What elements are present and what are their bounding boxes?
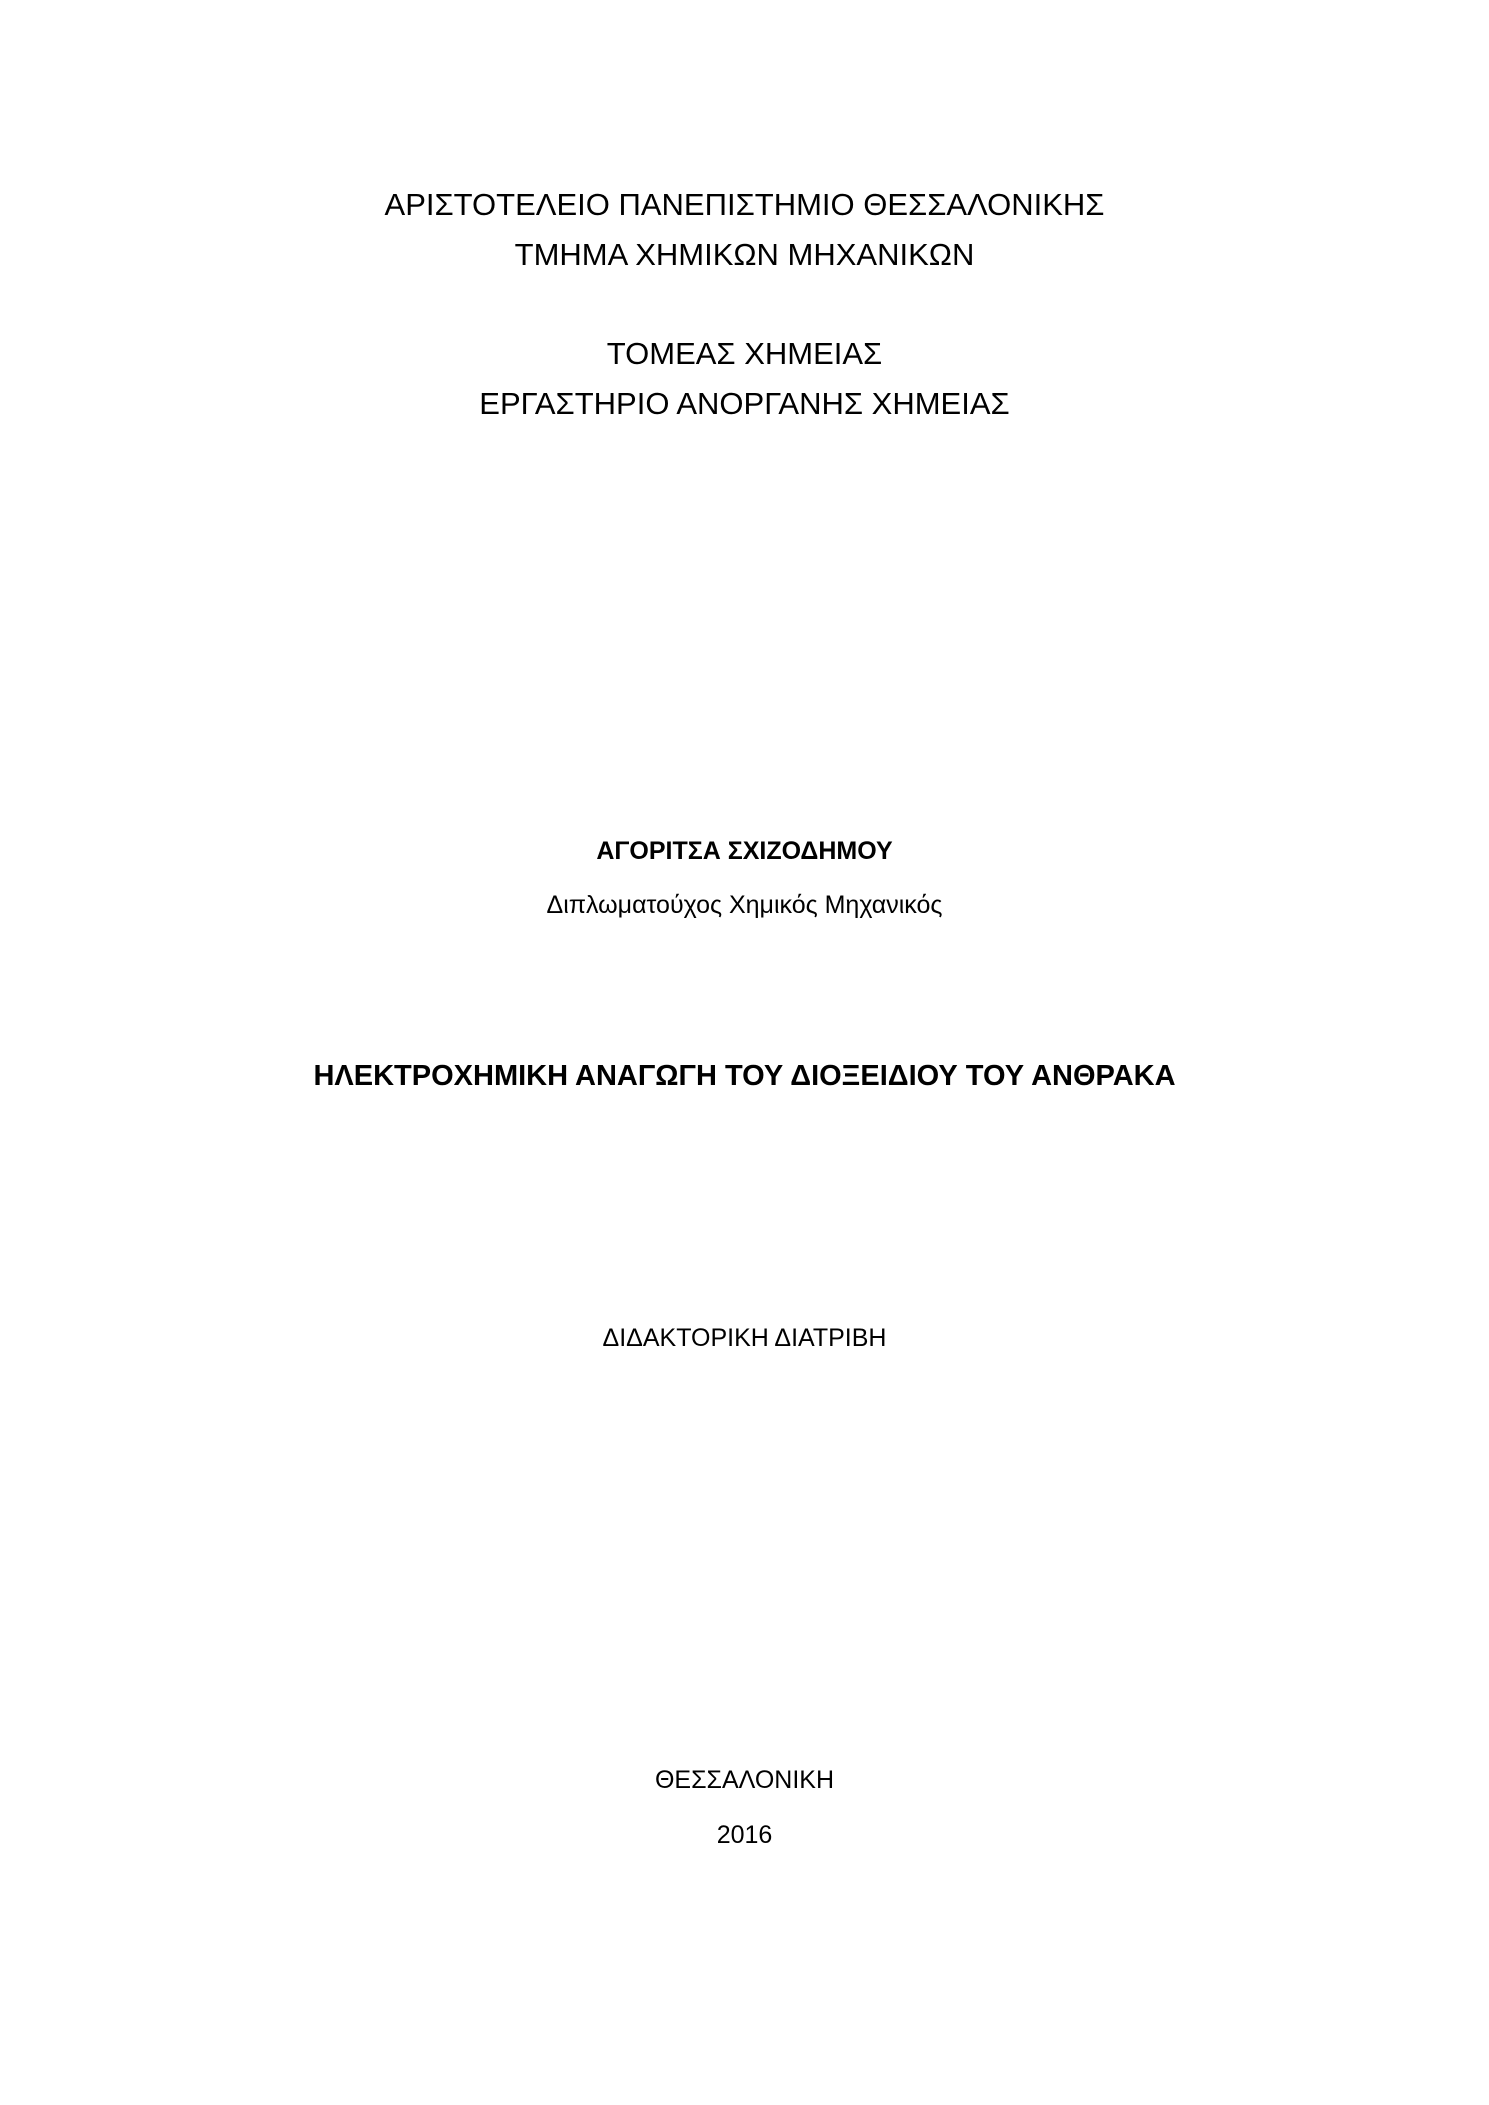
city: ΘΕΣΣΑΛΟΝΙΚΗ — [654, 1766, 835, 1794]
sector-name: ΤΟΜΕΑΣ ΧΗΜΕΙΑΣ — [606, 336, 883, 371]
university-name: ΑΡΙΣΤΟΤΕΛΕΙΟ ΠΑΝΕΠΙΣΤΗΜΙΟ ΘΕΣΣΑΛΟΝΙΚΗΣ — [384, 187, 1105, 222]
thesis-type: ΔΙΔΑΚΤΟΡΙΚΗ ΔΙΑΤΡΙΒΗ — [602, 1324, 887, 1352]
author-qualification: Διπλωματούχος Χημικός Μηχανικός — [546, 891, 943, 919]
author-name: ΑΓΟΡΙΤΣΑ ΣΧΙΖΟΔΗΜΟΥ — [596, 837, 893, 865]
laboratory-name: ΕΡΓΑΣΤΗΡΙΟ ΑΝΟΡΓΑΝΗΣ ΧΗΜΕΙΑΣ — [479, 386, 1010, 421]
department-name: ΤΜΗΜΑ ΧΗΜΙΚΩΝ ΜΗΧΑΝΙΚΩΝ — [514, 237, 975, 272]
thesis-title: ΗΛΕΚΤΡΟΧΗΜΙΚΗ ΑΝΑΓΩΓΗ ΤΟΥ ΔΙΟΞΕΙΔΙΟΥ ΤΟΥ ΑΝΘΡΑΚΑ — [313, 1060, 1176, 1092]
year: 2016 — [716, 1821, 773, 1849]
